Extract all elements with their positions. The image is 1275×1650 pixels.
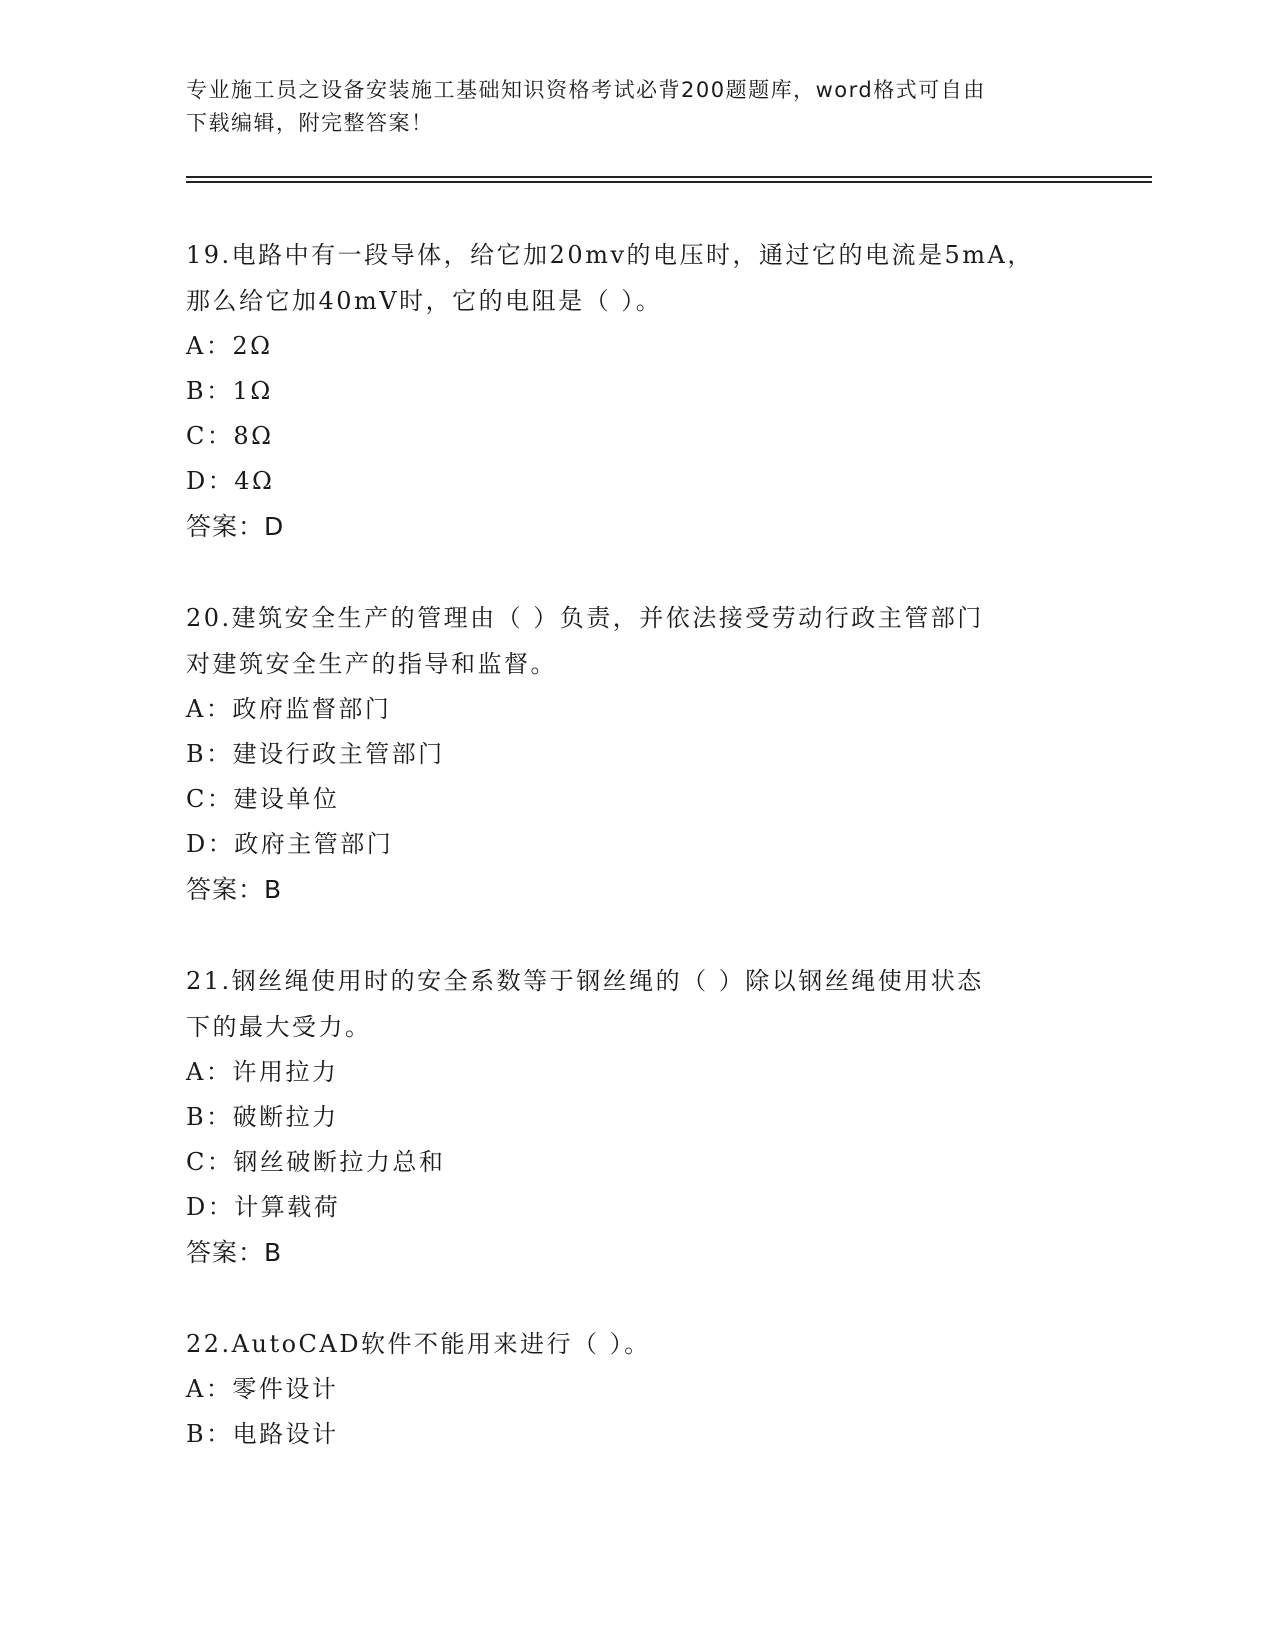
option-c: C：钢丝破断拉力总和	[186, 1148, 446, 1176]
option-c: C：8Ω	[186, 422, 274, 450]
option-a: A：2Ω	[186, 332, 273, 360]
header-line-1: 专业施工员之设备安装施工基础知识资格考试必背200题题库，word格式可自由	[186, 78, 986, 102]
option-b: B：电路设计	[186, 1420, 339, 1448]
option-a: A：零件设计	[186, 1375, 339, 1403]
question-20	[186, 595, 1086, 913]
question-stem-line: 22.AutoCAD软件不能用来进行（ ）。	[186, 1330, 651, 1358]
option-d: D：4Ω	[186, 467, 275, 495]
question-21	[186, 958, 1086, 1276]
option-d: D：计算载荷	[186, 1193, 341, 1221]
question-stem-line: 对建筑安全生产的指导和监督。	[186, 650, 557, 678]
option-d: D：政府主管部门	[186, 830, 394, 858]
option-b: B：破断拉力	[186, 1103, 339, 1131]
answer: 答案：D	[186, 512, 285, 541]
answer: 答案：B	[186, 875, 283, 904]
header-line-2: 下载编辑，附完整答案！	[186, 111, 434, 135]
option-a: A：许用拉力	[186, 1058, 339, 1086]
question-stem-line: 20.建筑安全生产的管理由（ ）负责，并依法接受劳动行政主管部门	[186, 604, 984, 632]
question-stem-line: 21.钢丝绳使用时的安全系数等于钢丝绳的（ ）除以钢丝绳使用状态	[186, 967, 984, 995]
question-stem-line: 那么给它加40mV时，它的电阻是（ ）。	[186, 287, 663, 315]
question-stem-line: 下的最大受力。	[186, 1013, 372, 1041]
header-divider-top	[186, 176, 1152, 178]
question-stem-line: 19.电路中有一段导体，给它加20mv的电压时，通过它的电流是5mA，	[186, 241, 1034, 269]
option-b: B：建设行政主管部门	[186, 740, 445, 768]
question-22	[186, 1321, 1086, 1457]
option-a: A：政府监督部门	[186, 695, 392, 723]
document-header	[186, 74, 1066, 140]
option-b: B：1Ω	[186, 377, 273, 405]
option-c: C：建设单位	[186, 785, 340, 813]
header-divider-bottom	[186, 181, 1152, 183]
answer: 答案：B	[186, 1238, 283, 1267]
question-19	[186, 232, 1086, 550]
